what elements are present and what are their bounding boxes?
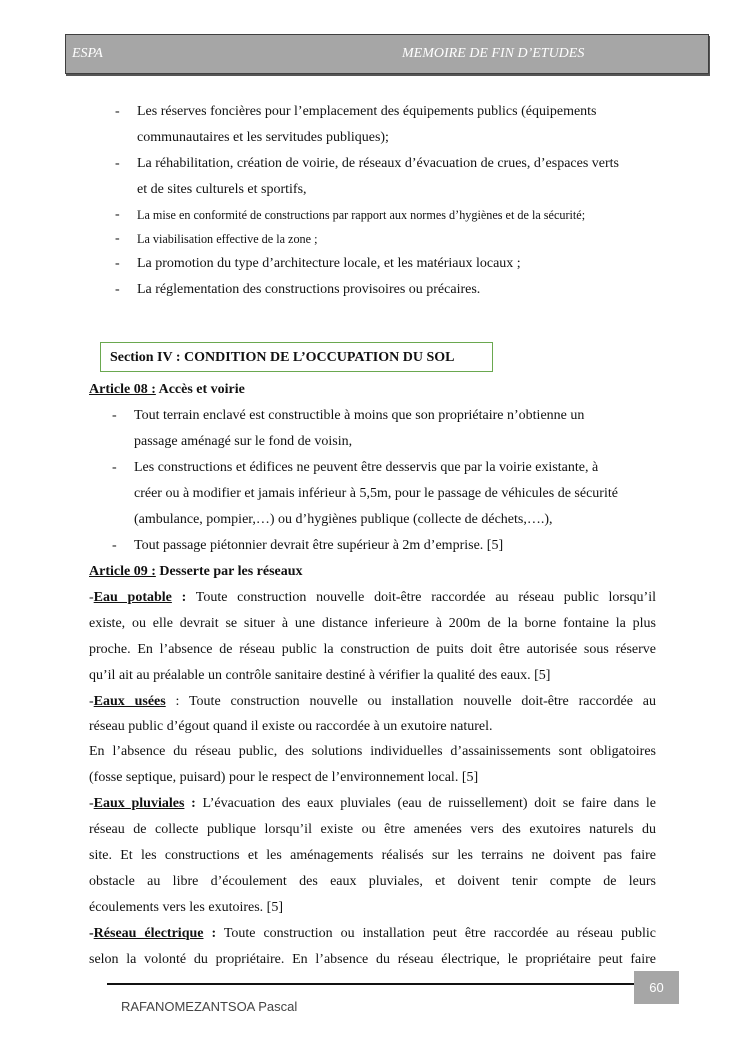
article-08-heading [89,382,245,398]
article-08-label: Article 08 : [89,382,156,397]
paragraph-line: proche. En l’absence de réseau public la construction de puits doit être autorisée sous réserve [89,642,656,657]
list-item: La réhabilitation, création de voirie, de réseaux d’évacuation de crues, d’espaces verts [137,156,620,171]
page-header [65,34,709,74]
paragraph-line: réseau public d’égout quand il existe ou raccordée à un exutoire naturel. [89,719,493,734]
bullet-dash: - [112,408,117,423]
paragraph-line: obstacle au libre d’écoulement des eaux pluviales, et doivent tenir compte de leurs [89,874,656,889]
header-right: MEMOIRE DE FIN D’ETUDES [402,46,585,61]
list-item: Tout passage piétonnier devrait être supérieur à 2m d’emprise. [5] [134,538,504,553]
article-09-label: Article 09 : [89,564,156,579]
paragraph-line [89,694,656,710]
list-item: La réglementation des constructions provisoires ou précaires. [137,282,481,297]
dash: - [89,694,94,709]
paragraph-line [89,590,656,606]
article-08-title: Accès et voirie [155,382,245,397]
label-colon: : [171,590,187,605]
paragraph-line: (fosse septique, puisard) pour le respect de l’environnement local. [5] [89,770,479,785]
bullet-dash: - [112,460,117,475]
list-item: La promotion du type d’architecture locale, et les matériaux locaux ; [137,256,521,271]
paragraph-line: site. Et les constructions et les aménagements réalisés sur les terrains ne doivent pas faire [89,848,656,863]
bullet-dash: - [115,156,120,171]
list-item: La mise en conformité de constructions par rapport aux normes d’hygiènes et de la sécurité; [137,208,586,222]
list-item-continuation: créer ou à modifier et jamais inférieur à 5,5m, pour le passage de véhicules de sécurité [134,486,618,501]
article-09-heading [89,564,303,580]
section-title: Section IV : CONDITION DE L’OCCUPATION DU SOL [110,350,455,365]
eau-potable-label: Eau potable [93,590,172,605]
bullet-dash: - [115,207,120,222]
bullet-dash: - [115,231,120,246]
article-09-title: Desserte par les réseaux [155,564,303,579]
footer-author: RAFANOMEZANTSOA Pascal [121,999,298,1014]
footer-rule [107,983,637,985]
paragraph-text: : Toute construction nouvelle ou installation nouvelle doit-être raccordée au [165,694,656,709]
list-item-continuation: et de sites culturels et sportifs, [137,182,307,197]
paragraph-line: qu’il ait au préalable un contrôle sanitaire destiné à vérifier la qualité des eaux. [5] [89,668,551,683]
paragraph-line: existe, ou elle devrait se situer à une distance inferieure à 200m de la borne fontaine la plus [89,616,656,631]
reseau-electrique-label: Réseau électrique [93,926,204,941]
bullet-dash: - [115,104,120,119]
page-number: 60 [649,980,664,995]
bullet-dash: - [115,282,120,297]
dash: - [89,926,94,941]
section-heading-box [100,342,493,372]
paragraph-line: réseau de collecte publique lorsqu’il existe ou être amenées vers des exutoires naturels du [89,822,656,837]
paragraph-line: En l’absence du réseau public, des solutions individuelles d’assainissements sont obligatoires [89,744,656,759]
eaux-usees-label: Eaux usées [93,694,166,709]
list-item-continuation: communautaires et les servitudes publiques); [137,130,389,145]
paragraph-text: L’évacuation des eaux pluviales (eau de ruissellement) doit se faire dans le [195,796,656,811]
list-item: Les constructions et édifices ne peuvent être desservis que par la voirie existante, à [134,460,599,475]
dash: - [89,796,94,811]
paragraph-line: selon la volonté du propriétaire. En l’absence du réseau électrique, le propriétaire peut faire [89,952,656,967]
dash: - [89,590,94,605]
list-item: La viabilisation effective de la zone ; [137,232,318,246]
list-item-continuation: (ambulance, pompier,…) ou d’hygiènes publique (collecte de déchets,….), [134,512,553,527]
paragraph-line [89,796,656,812]
bullet-dash: - [115,256,120,271]
list-item: Les réserves foncières pour l’emplacement des équipements publics (équipements [137,104,597,119]
list-item-continuation: passage aménagé sur le fond de voisin, [134,434,353,449]
label-colon: : [203,926,217,941]
list-item: Tout terrain enclavé est constructible à moins que son propriétaire n’obtienne un [134,408,585,423]
page-number-box [634,971,679,1004]
bullet-dash: - [112,538,117,553]
paragraph-line [89,926,656,942]
eaux-pluviales-label: Eaux pluviales [93,796,185,811]
paragraph-line: écoulements vers les exutoires. [5] [89,900,283,915]
paragraph-text: Toute construction nouvelle doit-être raccordée au réseau public lorsqu’il [186,590,656,605]
header-left: ESPA [72,46,103,61]
paragraph-text: Toute construction ou installation peut être raccordée au réseau public [216,926,657,941]
label-colon: : [184,796,196,811]
